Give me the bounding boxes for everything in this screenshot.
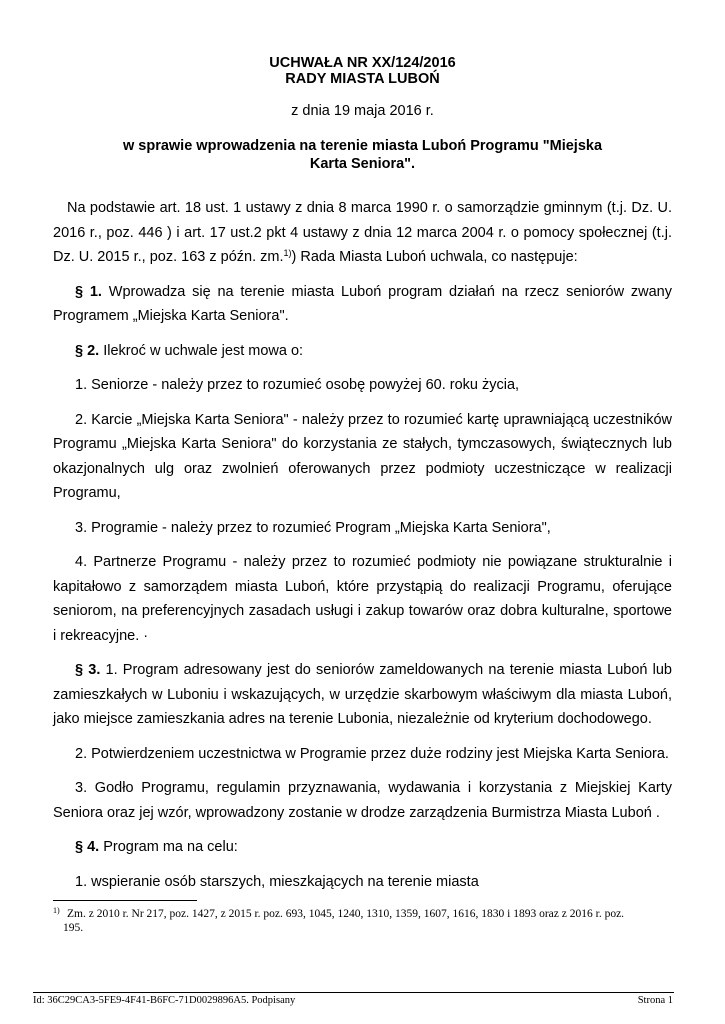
- footer-divider: [33, 992, 674, 993]
- footnote-divider: [53, 900, 197, 901]
- council-name: RADY MIASTA LUBOŃ: [285, 71, 440, 87]
- resolution-date: z dnia 19 maja 2016 r.: [291, 103, 434, 119]
- paragraph-text: Ilekroć w uchwale jest mowa o:: [99, 342, 304, 359]
- paragraph-text: Wprowadza się na terenie miasta Luboń program działań na rzecz seniorów zwany Programem „Miejska Karta Seniora".: [53, 283, 672, 324]
- paragraph-2: [53, 339, 672, 364]
- paragraph-text: 1. Program adresowany jest do seniorów zameldowanych na terenie miasta Luboń lub zamieszkałych w Luboniu i wskazujących, w urzędzie skarbowym właściwym dla miasta Luboń, jako miejsce zamieszkania adres na terenie Lubonia, niezależnie od kryterium dochodowego.: [53, 662, 672, 727]
- resolution-body: [53, 196, 672, 894]
- document-id: Id: 36C29CA3-5FE9-4F41-B6FC-71D0029896A5. Podpisany: [33, 995, 296, 1006]
- paragraph-text: 3. Godło Programu, regulamin przyznawania, wydawania i korzystania z Miejskiej Karty Seniora oraz jej wzór, wprowadzony zostanie w drodze zarządzenia Burmistrza Miasta Luboń .: [53, 780, 672, 821]
- footnote-line-1: [53, 907, 673, 921]
- definition-senior: [53, 373, 672, 398]
- section-marker: § 2.: [75, 342, 100, 359]
- footnote-text: Zm. z 2010 r. Nr 217, poz. 1427, z 2015 r. poz. 693, 1045, 1240, 1310, 1359, 1607, 1616, 1830 i 1893 oraz z 2016 r. poz.: [67, 908, 625, 920]
- paragraph-3-item-3: [53, 776, 672, 825]
- paragraph-4-item-1: [53, 870, 672, 895]
- resolution-number: UCHWAŁA NR XX/124/2016: [269, 55, 456, 71]
- footnote-line-2: 195.: [63, 922, 84, 934]
- paragraph-1: [53, 280, 672, 329]
- definition-partner: [53, 550, 672, 648]
- paragraph-3: [53, 658, 672, 732]
- footnote: [53, 907, 673, 935]
- definition-card: [53, 408, 672, 506]
- section-marker: § 1.: [75, 283, 102, 300]
- paragraph-4: [53, 835, 672, 860]
- subject-line-1: w sprawie wprowadzenia na terenie miasta Luboń Programu "Miejska: [122, 138, 603, 154]
- paragraph-text: 1. Seniorze - należy przez to rozumieć osobę powyżej 60. roku życia,: [75, 377, 520, 393]
- footnote-mark: 1): [53, 906, 60, 915]
- paragraph-text: 1. wspieranie osób starszych, mieszkających na terenie miasta: [75, 873, 479, 890]
- subject-line-2: Karta Seniora".: [309, 156, 416, 172]
- section-marker: § 4.: [75, 839, 100, 855]
- paragraph-3-item-2: [53, 742, 672, 767]
- definition-program: [53, 516, 672, 541]
- section-marker: § 3.: [75, 662, 101, 678]
- preamble: [53, 196, 672, 270]
- paragraph-text: 2. Karcie „Miejska Karta Seniora" - należy przez to rozumieć kartę uprawniającą uczestników Programu „Miejska Karta Seniora" do korzystania ze stałych, tymczasowych, świątecznych lub okazjonalnych ulg oraz zwolnień oferowanych przez podmioty uczestniczące w realizacji Programu,: [53, 411, 672, 501]
- paragraph-text: 2. Potwierdzeniem uczestnictwa w Programie przez duże rodziny jest Miejska Karta Seniora.: [75, 745, 669, 762]
- paragraph-text: 4. Partnerze Programu - należy przez to rozumieć podmioty nie powiązane strukturalnie i kapitałowo z samorządem miasta Luboń, które przystąpią do realizacji Programu, oferujące seniorom, na preferencyjnych zasadach usługi i zakup towarów oraz dobra kulturalne, sportowe i rekreacyjne. ·: [53, 554, 672, 644]
- resolution-subject: [100, 137, 625, 173]
- preamble-text-end: ) Rada Miasta Luboń uchwala, co następuje:: [291, 249, 578, 265]
- page-number: Strona 1: [637, 995, 673, 1006]
- paragraph-text: Program ma na celu:: [99, 839, 238, 855]
- preamble-text: Na podstawie art. 18 ust. 1 ustawy z dnia 8 marca 1990 r. o samorządzie gminnym (t.j. Dz. U. 2016 r., poz. 446 ) i art. 17 ust.2 pkt 4 ustawy z dnia 12 marca 2004 r. o pomocy społecznej (t.j. Dz. U. 2015 r., poz. 163 z późn. zm.: [53, 200, 672, 265]
- paragraph-text: 3. Programie - należy przez to rozumieć Program „Miejska Karta Seniora",: [75, 519, 551, 536]
- footnote-reference: 1): [283, 248, 292, 258]
